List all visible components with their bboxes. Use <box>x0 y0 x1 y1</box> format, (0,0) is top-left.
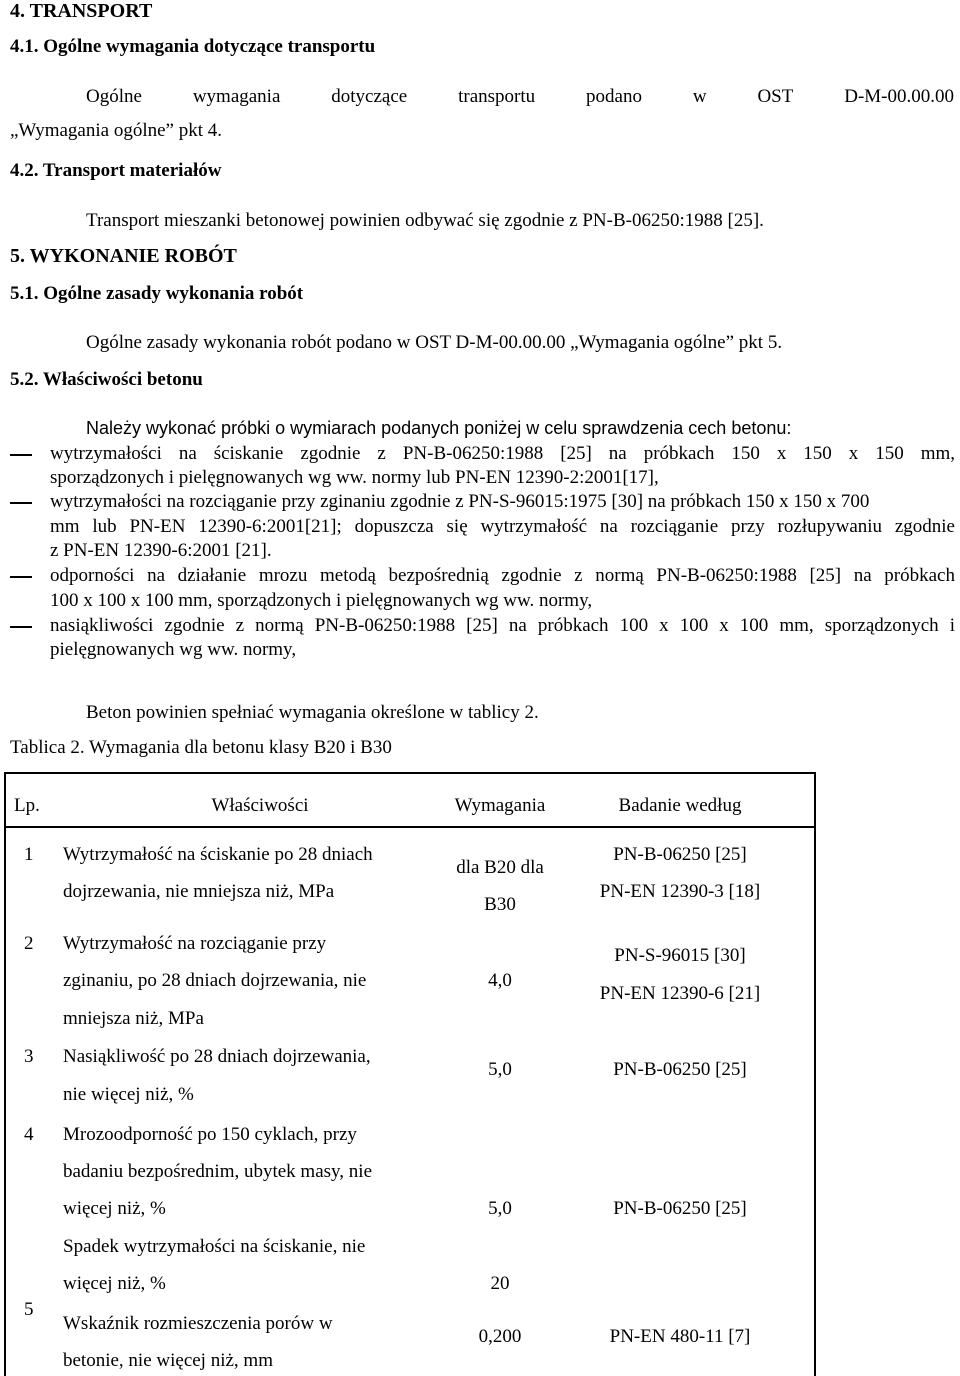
dash-icon <box>10 454 32 456</box>
row-property-line: dojrzewania, nie mniejsza niż, MPa <box>63 881 335 902</box>
word: OST <box>757 86 794 107</box>
bullet-2-line-2: mm lub PN-EN 12390-6:2001[21]; dopuszcza się wytrzymałość na rozciąganie przy rozłupywaniu zgodnie <box>50 516 955 537</box>
row-property-line: Spadek wytrzymałości na ściskanie, nie <box>63 1236 366 1257</box>
row-property-line: Wytrzymałość na rozciąganie przy <box>63 933 327 954</box>
section-4-1-body-line2: „Wymagania ogólne” pkt 4. <box>10 120 223 141</box>
section-4-2-body: Transport mieszanki betonowej powinien odbywać się zgodnie z PN-B-06250:1988 [25]. <box>86 210 764 231</box>
dash-icon <box>10 576 32 578</box>
row-property-line: betonie, nie więcej niż, mm <box>63 1350 273 1371</box>
table-border-right <box>814 772 816 1376</box>
row-property-line: więcej niż, % <box>63 1198 166 1219</box>
dash-icon <box>10 502 32 504</box>
table-header-divider <box>4 826 816 828</box>
row-lp: 1 <box>24 844 34 865</box>
word: podano <box>586 86 642 107</box>
row-requirement: 4,0 <box>488 970 512 991</box>
row-requirement: B30 <box>484 894 516 915</box>
row-test-method: PN-EN 12390-3 [18] <box>599 881 761 902</box>
row-lp: 3 <box>24 1046 34 1067</box>
row-requirement: 5,0 <box>488 1059 512 1080</box>
row-property-line: Wskaźnik rozmieszczenia porów w <box>63 1313 333 1334</box>
word: Ogólne <box>86 86 142 107</box>
section-5-heading: 5. WYKONANIE ROBÓT <box>10 245 237 267</box>
bullet-2-line-1 <box>50 491 955 513</box>
word: D-M-00.00.00 <box>844 86 954 107</box>
bullet-1-line-1: wytrzymałości na ściskanie zgodnie z PN-B-06250:1988 [25] na próbkach 150 x 150 x 150 mm, <box>50 443 955 464</box>
row-test-method: PN-EN 12390-6 [21] <box>599 983 761 1004</box>
bullet-4-line-2: pielęgnowanych wg ww. normy, <box>50 639 297 660</box>
word: wymagania <box>192 86 281 107</box>
line-text: wytrzymałości na rozciąganie przy zginaniu zgodnie z PN-S-96015:1975 [30] na próbkach 150 x 150 x 700 <box>50 491 870 512</box>
bullet-4-line-1: nasiąkliwości zgodnie z normą PN-B-06250:1988 [25] na próbkach 100 x 100 x 100 mm, sporządzonych i <box>50 615 955 636</box>
row-requirement: 20 <box>490 1273 510 1294</box>
table-intro: Beton powinien spełniać wymagania określone w tablicy 2. <box>86 702 539 723</box>
section-5-2-heading: 5.2. Właściwości betonu <box>10 369 203 390</box>
row-property-line: mniejsza niż, MPa <box>63 1008 204 1029</box>
bullet-1-line-2: sporządzonych i pielęgnowanych wg ww. normy lub PN-EN 12390-2:2001[17], <box>50 467 659 488</box>
row-requirement: dla B20 dla <box>456 857 544 878</box>
section-4-1-body-line1 <box>86 86 954 108</box>
section-4-2-heading: 4.2. Transport materiałów <box>10 160 222 181</box>
row-requirement: 5,0 <box>488 1198 512 1219</box>
header-lp: Lp. <box>14 795 40 816</box>
row-property-line: więcej niż, % <box>63 1273 166 1294</box>
table-caption: Tablica 2. Wymagania dla betonu klasy B20 i B30 <box>10 737 392 758</box>
bullet-3-line-2: 100 x 100 x 100 mm, sporządzonych i pielęgnowanych wg ww. normy, <box>50 590 593 611</box>
row-property-line: nie więcej niż, % <box>63 1084 194 1105</box>
section-4-1-heading: 4.1. Ogólne wymagania dotyczące transportu <box>10 36 376 57</box>
header-requirements: Wymagania <box>454 795 546 816</box>
word: w <box>692 86 707 107</box>
row-lp: 4 <box>24 1124 34 1145</box>
row-property-line: Mrozoodporność po 150 cyklach, przy <box>63 1124 357 1145</box>
row-property-line: Wytrzymałość na ściskanie po 28 dniach <box>63 844 373 865</box>
table-border-top <box>4 772 816 774</box>
row-lp: 5 <box>24 1299 34 1320</box>
row-test-method: PN-B-06250 [25] <box>613 844 747 865</box>
bullet-3-line-1: odporności na działanie mrozu metodą bezpośrednią zgodnie z normą PN-B-06250:1988 [25] na próbkach <box>50 565 955 586</box>
row-requirement: 0,200 <box>478 1326 522 1347</box>
word: dotyczące <box>331 86 408 107</box>
row-property-line: badaniu bezpośrednim, ubytek masy, nie <box>63 1161 373 1182</box>
section-5-2-intro: Należy wykonać próbki o wymiarach podanych poniżej w celu sprawdzenia cech betonu: <box>86 418 792 438</box>
row-property-line: zginaniu, po 28 dniach dojrzewania, nie <box>63 970 367 991</box>
section-5-1-heading: 5.1. Ogólne zasady wykonania robót <box>10 283 304 304</box>
row-lp: 2 <box>24 933 34 954</box>
section-4-heading: 4. TRANSPORT <box>10 0 153 22</box>
row-test-method: PN-S-96015 [30] <box>614 945 746 966</box>
dash-icon <box>10 626 32 628</box>
row-test-method: PN-B-06250 [25] <box>613 1198 747 1219</box>
header-test-method: Badanie według <box>618 795 742 816</box>
table-border-left <box>4 772 6 1376</box>
header-properties: Właściwości <box>211 795 309 816</box>
section-5-1-body: Ogólne zasady wykonania robót podano w OST D-M-00.00.00 „Wymagania ogólne” pkt 5. <box>86 332 783 353</box>
row-test-method: PN-B-06250 [25] <box>613 1059 747 1080</box>
word: transportu <box>458 86 536 107</box>
bullet-2-line-3: z PN-EN 12390-6:2001 [21]. <box>50 540 272 561</box>
row-property-line: Nasiąkliwość po 28 dniach dojrzewania, <box>63 1046 371 1067</box>
row-test-method: PN-EN 480-11 [7] <box>609 1326 751 1347</box>
